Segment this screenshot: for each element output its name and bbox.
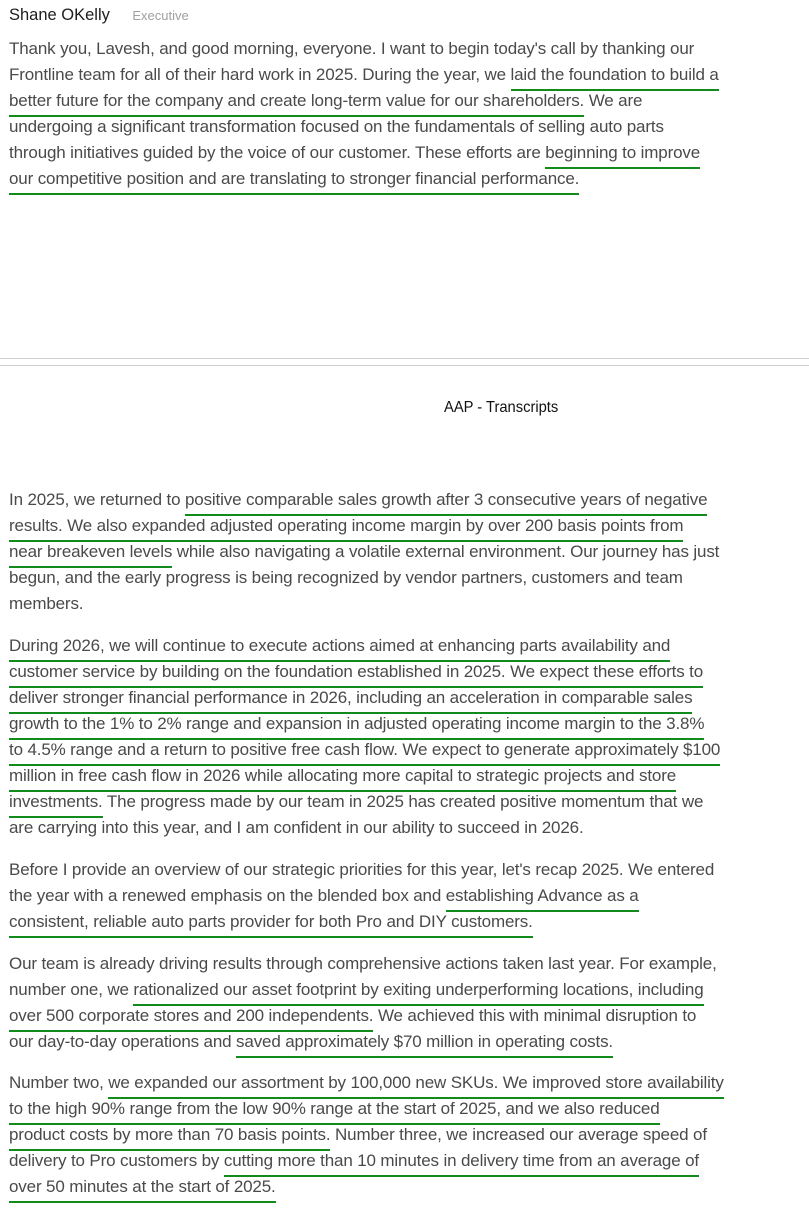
text-segment: Number three, we increased our average speed of [330, 1125, 707, 1144]
text-line [9, 685, 720, 711]
text-segment: We achieved this with minimal disruption to [373, 1006, 697, 1025]
highlighted-text: our competitive position and are translating to stronger financial performance. [9, 169, 579, 195]
text-segment: Frontline team for all of their hard work in 2025. During the year, we [9, 65, 511, 84]
text-segment: number one, we [9, 980, 134, 999]
highlighted-text: positive comparable sales growth after 3 consecutive years of negative [185, 490, 707, 516]
text-line [9, 1122, 724, 1148]
text-line [9, 909, 714, 935]
speaker-header [9, 6, 189, 25]
highlighted-text: customer service by building on the foundation established in 2025. We expect these efforts to [9, 662, 703, 688]
text-line [9, 633, 720, 659]
text-line [9, 711, 720, 737]
highlighted-text: During 2026, we will continue to execute actions aimed at enhancing parts availability and [9, 636, 670, 662]
text-segment: members. [9, 594, 84, 613]
text-segment: our day-to-day operations and [9, 1032, 237, 1051]
highlighted-text: over 500 corporate stores and 200 independents. [9, 1006, 373, 1032]
text-segment: begun, and the early progress is being recognized by vendor partners, customers and team [9, 568, 683, 587]
text-segment: through initiatives guided by the voice of our customer. These efforts are [9, 143, 546, 162]
speaker-name: Shane OKelly [9, 6, 110, 24]
text-line [9, 591, 719, 617]
text-segment: Before I provide an overview of our strategic priorities for this year, let's recap 2025. We entered [9, 860, 715, 879]
text-line [9, 1096, 724, 1122]
highlighted-text: deliver stronger financial performance in 2026, including an acceleration in comparable sales [9, 688, 692, 714]
text-segment: In 2025, we returned to [9, 490, 185, 509]
highlighted-text: million in free cash flow in 2026 while allocating more capital to strategic projects and store [9, 766, 676, 792]
text-line [9, 857, 714, 883]
text-line [9, 114, 719, 140]
transcript-paragraph [9, 36, 719, 192]
highlighted-text: better future for the company and create long-term value for our shareholders. [9, 91, 584, 117]
text-line [9, 1070, 724, 1096]
text-line [9, 140, 719, 166]
text-segment: undergoing a significant transformation focused on the fundamentals of selling auto parts [9, 117, 664, 136]
text-line [9, 763, 720, 789]
text-line [9, 1148, 724, 1174]
text-line [9, 565, 719, 591]
highlighted-text: saved approximately $70 million in operating costs. [236, 1032, 613, 1058]
page-break-divider [0, 358, 809, 359]
highlighted-text: results. We also expanded adjusted operating income margin by over 200 basis points from [9, 516, 683, 542]
highlighted-text: to the high 90% range from the low 90% range at the start of 2025, and we also reduced [9, 1099, 660, 1125]
text-line [9, 951, 717, 977]
highlighted-text: establishing Advance as a [446, 886, 639, 912]
text-line [9, 883, 714, 909]
highlighted-text: rationalized our asset footprint by exiting underperforming locations, including [133, 980, 703, 1006]
text-segment: delivery to Pro customers by [9, 1151, 224, 1170]
page-break-divider [0, 365, 809, 366]
text-line [9, 977, 717, 1003]
transcript-paragraph [9, 1070, 724, 1200]
text-line [9, 88, 719, 114]
highlighted-text: to 4.5% range and a return to positive free cash flow. We expect to generate approximately $100 [9, 740, 720, 766]
highlighted-text: laid the foundation to build a [511, 65, 719, 91]
highlighted-text: growth to the 1% to 2% range and expansion in adjusted operating income margin to the 3.8% [9, 714, 704, 740]
text-segment: Our team is already driving results through comprehensive actions taken last year. For example, [9, 954, 717, 973]
highlighted-text: we expanded our assortment by 100,000 new SKUs. We improved store availability [108, 1073, 723, 1099]
transcript-paragraph [9, 951, 717, 1055]
text-line [9, 487, 719, 513]
highlighted-text: beginning to improve [545, 143, 700, 169]
text-segment: while also navigating a volatile external environment. Our journey has just [172, 542, 720, 561]
text-segment: are carrying into this year, and I am confident in our ability to succeed in 2026. [9, 818, 584, 837]
text-line [9, 36, 719, 62]
text-line [9, 539, 719, 565]
highlighted-text: consistent, reliable auto parts provider for both Pro and DIY customers. [9, 912, 533, 938]
transcript-paragraph [9, 857, 714, 935]
highlighted-text: near breakeven levels [9, 542, 172, 568]
text-line [9, 1174, 724, 1200]
page-header-title: AAP - Transcripts [444, 399, 559, 416]
highlighted-text: cutting more than 10 minutes in delivery time from an average of [224, 1151, 699, 1177]
text-line [9, 737, 720, 763]
text-line [9, 815, 720, 841]
text-line [9, 62, 719, 88]
text-segment: We are [584, 91, 643, 110]
text-line [9, 1029, 717, 1055]
text-line [9, 166, 719, 192]
text-segment: The progress made by our team in 2025 has created positive momentum that we [102, 792, 704, 811]
speaker-role: Executive [132, 8, 189, 23]
highlighted-text: investments. [9, 792, 103, 818]
transcript-paragraph [9, 487, 719, 617]
text-line [9, 1003, 717, 1029]
text-segment: Thank you, Lavesh, and good morning, everyone. I want to begin today's call by thanking our [9, 39, 695, 58]
highlighted-text: product costs by more than 70 basis points. [9, 1125, 330, 1151]
highlighted-text: over 50 minutes at the start of 2025. [9, 1177, 276, 1203]
text-segment: the year with a renewed emphasis on the blended box and [9, 886, 446, 905]
text-segment: Number two, [9, 1073, 109, 1092]
text-line [9, 513, 719, 539]
text-line [9, 789, 720, 815]
transcript-paragraph [9, 633, 720, 841]
text-line [9, 659, 720, 685]
